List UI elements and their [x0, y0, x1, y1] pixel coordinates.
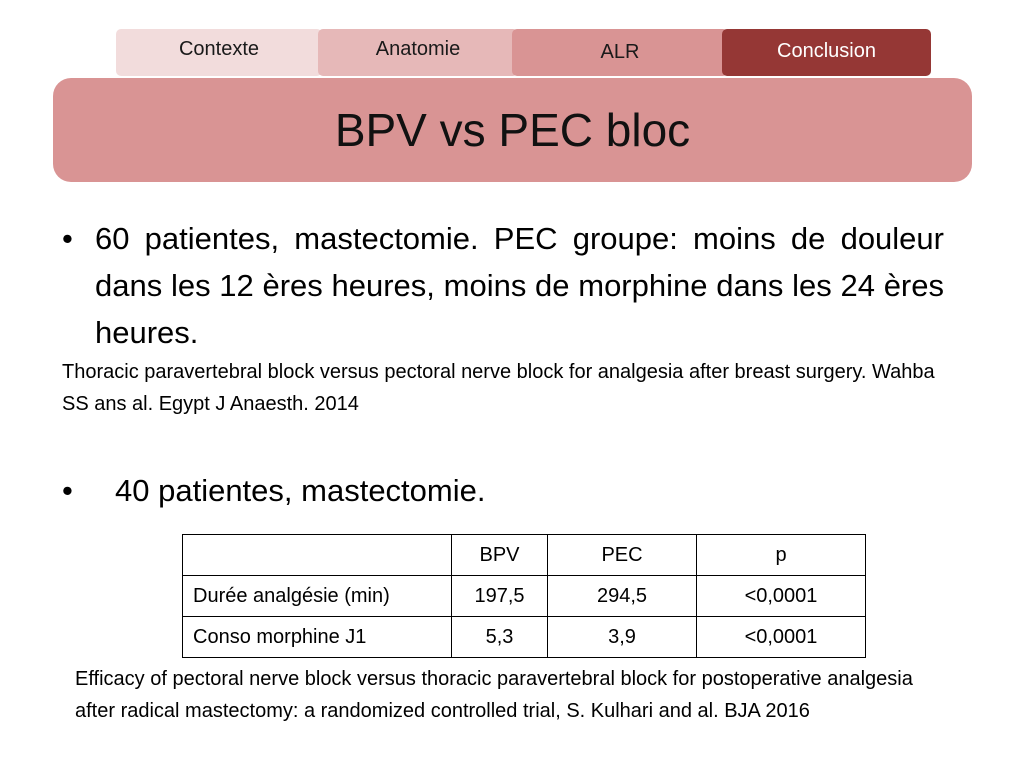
table-cell: 5,3: [452, 617, 548, 658]
table-cell: <0,0001: [697, 576, 866, 617]
bullet-text: 40 patientes, mastectomie.: [115, 473, 486, 508]
tab-alr-label: ALR: [600, 41, 640, 63]
bullet-item: [62, 467, 762, 514]
table-row: [183, 576, 866, 617]
table-cell: 197,5: [452, 576, 548, 617]
title-banner: [53, 78, 972, 182]
table-header-cell: PEC: [548, 535, 697, 576]
table-cell: Conso morphine J1: [183, 617, 452, 658]
bullet-marker: •: [62, 473, 73, 508]
slide-title: BPV vs PEC bloc: [334, 104, 691, 156]
bullet-item: [62, 215, 944, 356]
table-header-cell: [183, 535, 452, 576]
tab-alr[interactable]: [512, 29, 728, 76]
tab-conclusion-label: Conclusion: [777, 40, 876, 62]
tab-conclusion[interactable]: [722, 29, 931, 76]
tab-anatomie[interactable]: [318, 29, 518, 76]
tab-anatomie-label: Anatomie: [375, 38, 461, 60]
bullet-marker: •: [62, 221, 73, 256]
results-table: [182, 534, 866, 658]
table-header-row: [183, 535, 866, 576]
table-cell: Durée analgésie (min): [183, 576, 452, 617]
tab-contexte-label: Contexte: [178, 38, 260, 60]
table-header-cell: p: [697, 535, 866, 576]
bullet-text: 60 patientes, mastectomie. PEC groupe: moins de douleur dans les 12 ères heures, moins de morphine dans les 24 ères heures.: [95, 221, 944, 350]
table-cell: 3,9: [548, 617, 697, 658]
table-cell: <0,0001: [697, 617, 866, 658]
tab-contexte[interactable]: [116, 29, 322, 76]
reference-citation: Thoracic paravertebral block versus pectoral nerve block for analgesia after breast surgery. Wahba SS ans al. Egypt J Anaesth. 2014: [62, 361, 935, 415]
reference-citation: Efficacy of pectoral nerve block versus thoracic paravertebral block for postoperative analgesia after radical mastectomy: a randomized controlled trial, S. Kulhari and al. BJA 2016: [75, 668, 913, 722]
table-cell: 294,5: [548, 576, 697, 617]
table-header-cell: BPV: [452, 535, 548, 576]
table-row: [183, 617, 866, 658]
